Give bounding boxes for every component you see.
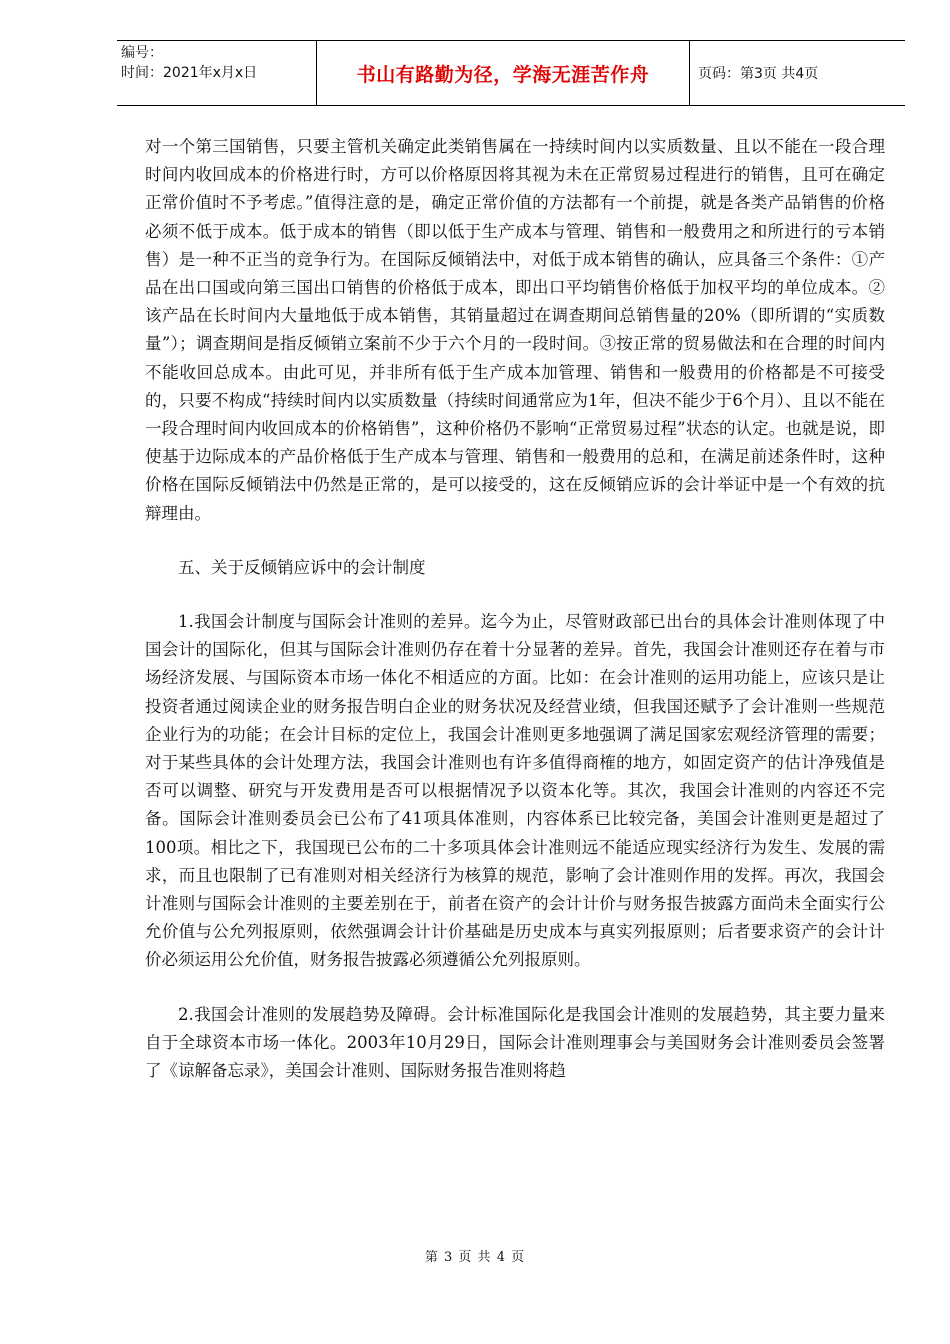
section-heading: 五、关于反倾销应诉中的会计制度 xyxy=(178,557,426,577)
header-page-label: 页码：第3页 共4页 xyxy=(698,66,819,82)
header-meta xyxy=(117,41,316,105)
document-body xyxy=(145,133,885,1085)
header-motto: 书山有路勤为径，学海无涯苦作舟 xyxy=(316,41,690,105)
page-header xyxy=(117,40,905,106)
document-time-label: 时间：2021年x月x日 xyxy=(121,65,258,81)
body-paragraph: 2.我国会计准则的发展趋势及障碍。会计标准国际化是我国会计准则的发展趋势，其主要力量来自于全球资本市场一体化。2003年10月29日，国际会计准则理事会与美国财务会计准则委员会签署了《谅解备忘录》，美国会计准则、国际财务报告准则将趋 xyxy=(145,1004,885,1081)
document-number-label: 编号： xyxy=(121,45,163,61)
body-paragraph: 1.我国会计制度与国际会计准则的差异。迄今为止，尽管财政部已出台的具体会计准则体现了中国会计的国际化，但其与国际会计准则仍存在着十分显著的差异。首先，我国会计准则还存在着与市场经济发展、与国际资本市场一体化不相适应的方面。比如：在会计准则的运用功能上，应该只是让投资者通过阅读企业的财务报告明白企业的财务状况及经营业绩，但我国还赋予了会计准则一些规范企业行为的功能；在会计目标的定位上，我国会计准则更多地强调了满足国家宏观经济管理的需要；对于某些具体的会计处理方法，我国会计准则也有许多值得商榷的地方，如固定资产的估计净残值是否可以调整、研究与开发费用是否可以根据情况予以资本化等。其次，我国会计准则的内容还不完备。国际会计准则委员会已公布了41项具体准则，内容体系已比较完备，美国会计准则更是超过了100项。相比之下，我国现已公布的二十多项具体会计准则远不能适应现实经济行为发生、发展的需求，而且也限制了已有准则对相关经济行为核算的规范，影响了会计准则作用的发挥。再次，我国会计准则与国际会计准则的主要差别在于，前者在资产的会计计价与财务报告披露方面尚未全面实行公允价值与公允列报原则，依然强调会计计价基础是历史成本与真实列报原则；后者要求资产的会计计价必须运用公允价值，财务报告披露必须遵循公允列报原则。 xyxy=(145,612,885,970)
body-paragraph: 对一个第三国销售，只要主管机关确定此类销售属在一持续时间内以实质数量、且以不能在一段合理时间内收回成本的价格进行时，方可以价格原因将其视为未在正常贸易过程进行的销售，且可在确定正常价值时不予考虑。”值得注意的是，确定正常价值的方法都有一个前提，就是各类产品销售的价格必须不低于成本。低于成本的销售（即以低于生产成本与管理、销售和一般费用之和所进行的亏本销售）是一种不正当的竞争行为。在国际反倾销法中，对低于成本销售的确认，应具备三个条件：①产品在出口国或向第三国出口销售的价格低于成本，即出口平均销售价格低于加权平均的单位成本。②该产品在长时间内大量地低于成本销售，其销量超过在调查期间总销售量的20%（即所谓的“实质数量”）；调查期间是指反倾销立案前不少于六个月的一段时间。③按正常的贸易做法和在合理的时间内不能收回总成本。由此可见，并非所有低于生产成本加管理、销售和一般费用的价格都是不可接受的，只要不构成“持续时间内以实质数量（持续时间通常应为1年，但决不能少于6个月）、且以不能在一段合理时间内收回成本的价格销售”，这种价格仍不影响“正常贸易过程”状态的认定。也就是说，即使基于边际成本的产品价格低于生产成本与管理、销售和一般费用的总和，在满足前述条件时，这种价格在国际反倾销法中仍然是正常的，是可以接受的，这在反倾销应诉的会计举证中是一个有效的抗辩理由。 xyxy=(145,137,885,523)
page-footer: 第 3 页 共 4 页 xyxy=(424,1250,526,1265)
